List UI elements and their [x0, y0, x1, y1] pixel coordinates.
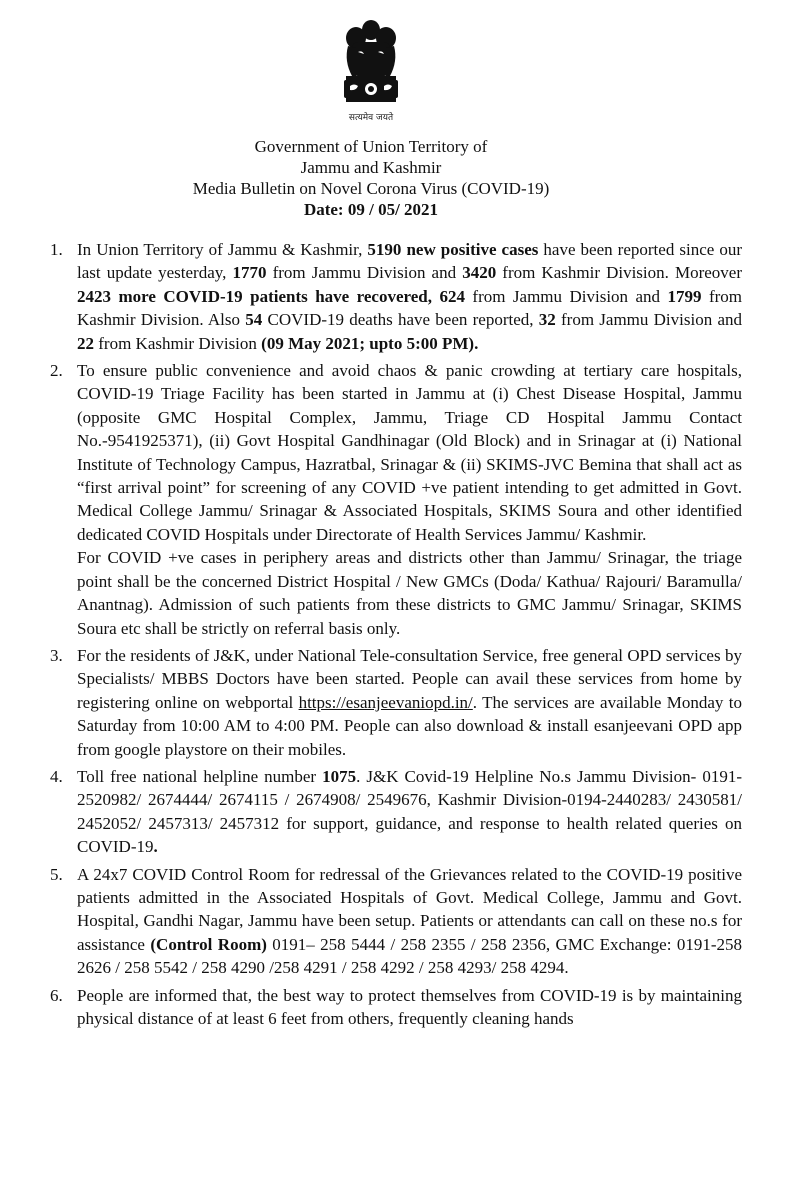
emblem-motto: सत्यमेव जयते [348, 113, 394, 123]
item-text-continued: For COVID +ve cases in periphery areas and districts other than Jammu/ Srinagar, the triage point shall be the concerned District Hospital / New GMCs (Doda/ Kathua/ Rajouri/ Baramulla/ Anantnag). Admission of such patients from these districts to GMC Jammu/ Srinagar, SKIMS Soura etc shall be strictly on referral basis only. [77, 548, 742, 638]
header-line-bulletin-title: Media Bulletin on Novel Corona Virus (COVID-19) [192, 179, 550, 198]
bulletin-item-3 [36, 644, 742, 761]
header-line-government: Government of Union Territory of [254, 137, 488, 156]
bulletin-item-6 [36, 984, 742, 1031]
item-text: A 24x7 COVID Control Room for redressal of the Grievances related to the COVID-19 positive patients admitted in the Associated Hospitals of Govt. Medical College, Jammu and Govt. Hospital, Gandhi Nagar, Jammu have been setup. Patients or attendants can call on these no.s for assistance (Control Room) 0191– 258 5444 / 258 2355 / 258 2356, GMC Exchange: 0191-258 2626 / 258 5542 / 258 4290 /258 4291 / 258 4292 / 258 4293/ 258 4294. [77, 864, 742, 978]
item-number: 2. [50, 361, 63, 381]
national-emblem-icon [336, 16, 406, 120]
item-number: 6. [50, 985, 63, 1005]
bulletin-item-4 [36, 765, 742, 859]
bulletin-item-2 [36, 359, 742, 640]
item-text: In Union Territory of Jammu & Kashmir, 5190 new positive cases have been reported since our last update yesterday, 1770 from Jammu Division and 3420 from Kashmir Division. Moreover 2423 more COVID-19 patients have recovered, 624 from Jammu Division and 1799 from Kashmir Division. Also 54 COVID-19 deaths have been reported, 32 from Jammu Division and 22 from Kashmir Division (09 May 2021; upto 5:00 PM). [77, 240, 742, 353]
item-text: Toll free national helpline number 1075. J&K Covid-19 Helpline No.s Jammu Division- 0191-2520982/ 2674444/ 2674115 / 2674908/ 2549676, Kashmir Division-0194-2440283/ 2430581/ 2452052/ 2457313/ 2457312 for support, guidance, and response to health related queries on COVID-19. [77, 766, 742, 857]
item-text: People are informed that, the best way to protect themselves from COVID-19 is by maintaining physical distance of at least 6 feet from others, frequently cleaning hands [77, 985, 742, 1028]
header-line-territory: Jammu and Kashmir [300, 158, 442, 177]
item-number: 1. [50, 240, 63, 259]
item-text: For the residents of J&K, under National Tele-consultation Service, free general OPD services by Specialists/ MBBS Doctors have been started. People can avail these services from home by registering online on webportal https://esanjeevaniopd.in/. The services are available Monday to Saturday from 10:00 AM to 4:00 PM. People can also download & install esanjeevani OPD app from google playstore on their mobiles. [77, 645, 742, 759]
bulletin-item-1 [36, 238, 742, 355]
bulletin-header [0, 136, 742, 220]
bulletin-items [36, 238, 742, 1034]
item-text: To ensure public convenience and avoid chaos & panic crowding at tertiary care hospitals, COVID-19 Triage Facility has been started in Jammu at (i) Chest Disease Hospital, Jammu (opposite GMC Hospital Complex, Jammu, Triage CD Hospital Jammu Contact No.-9541925371), (ii) Govt Hospital Gandhinagar (Old Block) and in Srinagar at (i) National Institute of Technology Campus, Hazratbal, Srinagar & (ii) SKIMS-JVC Bemina that shall act as “first arrival point” for screening of any COVID +ve patient intending to get admitted in Govt. Medical College Jammu/ Srinagar & Associated Hospitals, SKIMS Soura and other identified dedicated COVID Hospitals under Directorate of Health Services Jammu/ Kashmir. [77, 361, 742, 544]
item-number: 3. [50, 645, 63, 665]
header-date: Date: 09 / 05/ 2021 [303, 200, 439, 219]
esanjeevani-link[interactable]: https://esanjeevaniopd.in/ [298, 692, 473, 712]
item-number: 4. [50, 766, 63, 786]
item-number: 5. [50, 864, 63, 884]
bulletin-item-5 [36, 863, 742, 980]
